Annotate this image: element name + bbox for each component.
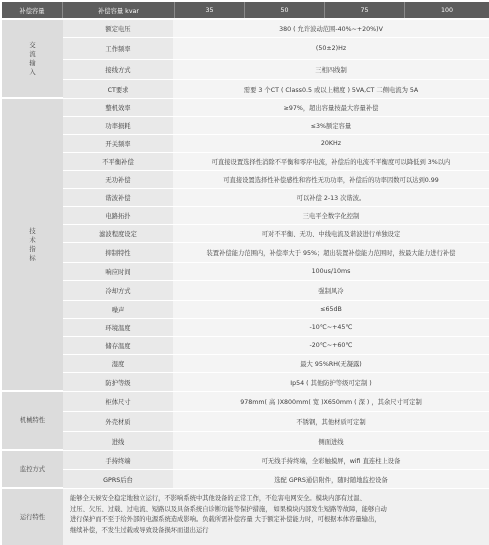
row-label: 电路拓扑 [63, 207, 173, 225]
row-value: 三相四线制 [173, 60, 489, 80]
row-label: GPRS后台 [63, 470, 173, 489]
row-value: 三电平全数字化控制 [173, 207, 489, 225]
group-ac-input-label: 交流输入 [29, 41, 36, 76]
row-label: 不平衡补偿 [63, 153, 173, 171]
row-value: ≤3%额定容量 [173, 117, 489, 135]
header-capacity-35: 35 [175, 2, 245, 18]
row-value: ≤65dB [173, 301, 489, 319]
group-operation [2, 489, 63, 545]
row-label: 进线 [63, 432, 173, 451]
group-mechanical [2, 392, 63, 451]
row-label: 冷却方式 [63, 281, 173, 301]
row-label: 响应时间 [63, 263, 173, 281]
row-value: 可无线手持终端，全彩触摸屏，wifi 直连柱上设备 [173, 451, 489, 470]
row-label: 滤波程度设定 [63, 225, 173, 243]
operation-line: 继续补偿，不发生过载或导致设备损坏而退出运行 [70, 526, 209, 534]
row-label: 防护等级 [63, 373, 173, 392]
row-label: 功率损耗 [63, 117, 173, 135]
row-value: 380 ( 允许波动范围-40%~+20%)V [173, 20, 489, 38]
row-label: 外壳材质 [63, 412, 173, 432]
row-label: 噪声 [63, 301, 173, 319]
row-label: 手持终端 [63, 451, 173, 470]
row-label: 接线方式 [63, 60, 173, 80]
row-label: 无功补偿 [63, 171, 173, 189]
group-monitoring-label: 监控方式 [19, 465, 46, 473]
header-title: 补偿容量 [2, 2, 63, 18]
operation-line: 进行保护而不至于给外部的电源系统造成影响。负载所需补偿容量 大于额定补偿能力时，可根据本体容量输出， [70, 516, 381, 523]
row-value: 可以补偿 2-13 次谐波。 [173, 189, 489, 207]
row-label: 环境温度 [63, 319, 173, 337]
table-header [2, 2, 489, 18]
row-label: 工作频率 [63, 38, 173, 60]
group-tech-specs [2, 99, 63, 392]
row-value: 可对不平衡、无功、中线电流及谐波进行单独设定 [173, 225, 489, 243]
row-value: 需要 3 个CT ( Class0.5 或以上精度 ) 5VA,CT 二侧电流为 5A [173, 80, 489, 99]
group-ac-input [2, 20, 63, 99]
row-label: 开关频率 [63, 135, 173, 153]
header-capacity-50: 50 [245, 2, 325, 18]
row-value: Ip54 ( 其他防护等级可定制 ) [173, 373, 489, 392]
header-capacity-100: 100 [440, 6, 454, 14]
row-value: 978mm( 高 )X800mm( 宽 )X650mm ( 深 ) ，其余尺寸可定制 [173, 392, 489, 412]
row-value: -10℃~+45℃ [173, 319, 489, 337]
header-unit-label: 补偿容量 kvar [63, 2, 175, 18]
row-value: (50±2)Hz [173, 38, 489, 60]
row-label: 抑制特性 [63, 243, 173, 263]
operation-line: 能够全天候安全稳定地独立运行，不影响系统中其他设备的正常工作，不危害电网安全。模块内部有过温、 [70, 495, 366, 502]
row-value: 装置补偿能力范围内，补偿率大于 95%；超出装置补偿能力范围时，按最大能力进行补偿 [173, 243, 489, 263]
row-label: 湿度 [63, 355, 173, 373]
header-capacity-75: 75 [325, 2, 405, 18]
operation-line: 过压、欠压、过载、过电流、短路以及具备系统自诊断功能等保护措施， 如果模块内部发生短路等故障，能够自动 [70, 505, 387, 513]
group-monitoring [2, 451, 63, 489]
row-value: 100us/10ms [173, 263, 489, 281]
row-value: -20℃~+60℃ [173, 337, 489, 355]
row-value: 最大 95%RH(无凝露) [173, 355, 489, 373]
operation-description [63, 489, 489, 545]
group-tech-specs-label: 技术指标 [29, 227, 36, 262]
row-label: 额定电压 [63, 20, 173, 38]
row-value: 不锈钢，其他材质可定制 [173, 412, 489, 432]
row-value: 可直接设置选择性补偿感性和容性无功功率，补偿后的功率因数可以达到0.99 [173, 171, 489, 189]
row-label: CT要求 [63, 80, 173, 99]
row-value: 可直接设置选择性消除不平衡和零序电流，补偿后的电流不平衡度可以降低到 3%以内 [173, 153, 489, 171]
row-value: ≥97%，超出容量按最大容量补偿 [173, 99, 489, 117]
group-operation-label: 运行特性 [19, 513, 46, 521]
row-label: 谐波补偿 [63, 189, 173, 207]
row-value: 侧面进线 [173, 432, 489, 451]
group-mechanical-label: 机械特性 [19, 417, 46, 424]
row-value: 强制风冷 [173, 281, 489, 301]
row-label: 储存温度 [63, 337, 173, 355]
row-label: 整机效率 [63, 99, 173, 117]
row-value: 选配 GPRS通信附件，随时随地监控设备 [173, 470, 489, 489]
row-label: 柜体尺寸 [63, 392, 173, 412]
row-value: 20KHz [173, 135, 489, 153]
